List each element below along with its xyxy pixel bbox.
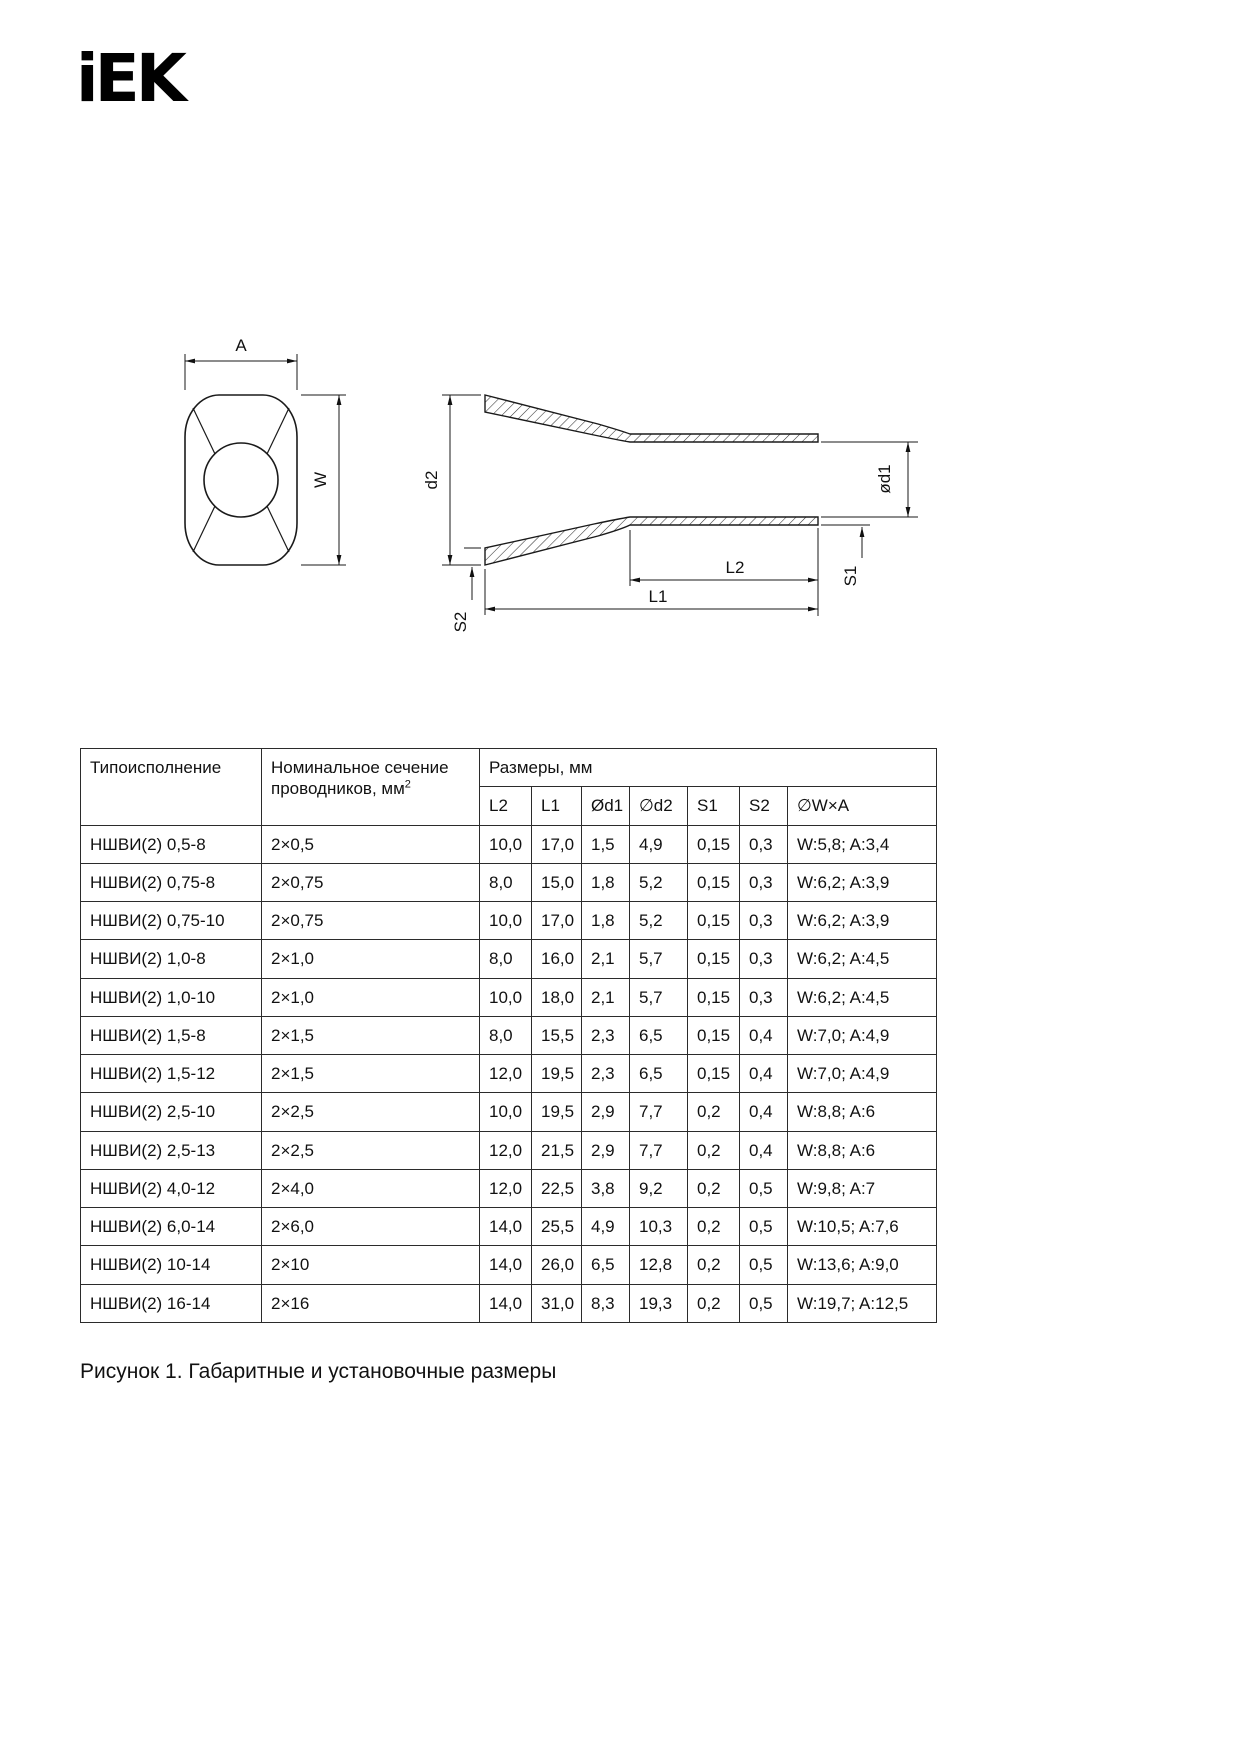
cell-s2: 0,5 bbox=[740, 1208, 788, 1246]
cell-l2: 12,0 bbox=[480, 1055, 532, 1093]
cell-wa: W:13,6; A:9,0 bbox=[788, 1246, 937, 1284]
cell-s2: 0,4 bbox=[740, 1131, 788, 1169]
cell-d2: 19,3 bbox=[630, 1284, 688, 1322]
cell-l2: 10,0 bbox=[480, 1093, 532, 1131]
front-view bbox=[185, 336, 346, 565]
cell-s2: 0,4 bbox=[740, 1016, 788, 1054]
cell-l2: 12,0 bbox=[480, 1131, 532, 1169]
table-row bbox=[81, 1131, 937, 1169]
cell-l2: 14,0 bbox=[480, 1208, 532, 1246]
cell-l1: 22,5 bbox=[532, 1169, 582, 1207]
figure-caption: Рисунок 1. Габаритные и установочные размеры bbox=[80, 1360, 557, 1383]
cell-d2: 6,5 bbox=[630, 1055, 688, 1093]
cell-wa: W:10,5; A:7,6 bbox=[788, 1208, 937, 1246]
ferrule-top-wall bbox=[485, 395, 818, 442]
dim-label-d2: d2 bbox=[422, 470, 441, 490]
cell-l2: 8,0 bbox=[480, 863, 532, 901]
cell-s1: 0,15 bbox=[688, 863, 740, 901]
cell-section: 2×2,5 bbox=[262, 1093, 480, 1131]
cell-d2: 9,2 bbox=[630, 1169, 688, 1207]
col-header-s2: S2 bbox=[740, 787, 788, 825]
table-row bbox=[81, 1169, 937, 1207]
cell-section: 2×6,0 bbox=[262, 1208, 480, 1246]
cell-type: НШВИ(2) 2,5-13 bbox=[81, 1131, 262, 1169]
cell-type: НШВИ(2) 10-14 bbox=[81, 1246, 262, 1284]
cell-section: 2×2,5 bbox=[262, 1131, 480, 1169]
cell-wa: W:6,2; A:3,9 bbox=[788, 863, 937, 901]
cell-d2: 10,3 bbox=[630, 1208, 688, 1246]
cell-s1: 0,15 bbox=[688, 902, 740, 940]
cell-d1: 1,8 bbox=[582, 863, 630, 901]
cell-s2: 0,3 bbox=[740, 978, 788, 1016]
cell-l1: 15,0 bbox=[532, 863, 582, 901]
cell-section: 2×1,0 bbox=[262, 978, 480, 1016]
cell-s2: 0,3 bbox=[740, 863, 788, 901]
cell-type: НШВИ(2) 4,0-12 bbox=[81, 1169, 262, 1207]
cell-l1: 26,0 bbox=[532, 1246, 582, 1284]
iek-logo: iEK bbox=[76, 40, 183, 117]
cell-d2: 7,7 bbox=[630, 1131, 688, 1169]
cell-l1: 17,0 bbox=[532, 902, 582, 940]
cell-l2: 8,0 bbox=[480, 1016, 532, 1054]
cell-s2: 0,4 bbox=[740, 1093, 788, 1131]
cell-s2: 0,3 bbox=[740, 825, 788, 863]
cell-s2: 0,3 bbox=[740, 940, 788, 978]
table-row bbox=[81, 978, 937, 1016]
cell-section: 2×1,5 bbox=[262, 1055, 480, 1093]
cell-type: НШВИ(2) 0,75-10 bbox=[81, 902, 262, 940]
cell-d1: 8,3 bbox=[582, 1284, 630, 1322]
cell-s1: 0,15 bbox=[688, 1016, 740, 1054]
cell-l2: 10,0 bbox=[480, 825, 532, 863]
cell-l1: 18,0 bbox=[532, 978, 582, 1016]
cell-l1: 17,0 bbox=[532, 825, 582, 863]
side-view bbox=[422, 395, 918, 632]
cell-s2: 0,5 bbox=[740, 1169, 788, 1207]
cell-s2: 0,4 bbox=[740, 1055, 788, 1093]
dim-label-l2: L2 bbox=[725, 558, 745, 577]
cell-wa: W:6,2; A:4,5 bbox=[788, 940, 937, 978]
cell-d1: 2,1 bbox=[582, 940, 630, 978]
cell-l1: 16,0 bbox=[532, 940, 582, 978]
cell-s2: 0,5 bbox=[740, 1284, 788, 1322]
cell-section: 2×0,75 bbox=[262, 863, 480, 901]
cell-d1: 2,9 bbox=[582, 1093, 630, 1131]
cell-type: НШВИ(2) 0,75-8 bbox=[81, 863, 262, 901]
cell-section: 2×4,0 bbox=[262, 1169, 480, 1207]
cell-l1: 19,5 bbox=[532, 1093, 582, 1131]
table-row bbox=[81, 1055, 937, 1093]
cell-d2: 12,8 bbox=[630, 1246, 688, 1284]
cell-d1: 1,8 bbox=[582, 902, 630, 940]
cell-type: НШВИ(2) 1,0-8 bbox=[81, 940, 262, 978]
table-row bbox=[81, 863, 937, 901]
cell-d2: 4,9 bbox=[630, 825, 688, 863]
cell-type: НШВИ(2) 2,5-10 bbox=[81, 1093, 262, 1131]
cell-l2: 10,0 bbox=[480, 978, 532, 1016]
cell-l2: 8,0 bbox=[480, 940, 532, 978]
table-row bbox=[81, 1093, 937, 1131]
cell-type: НШВИ(2) 1,5-8 bbox=[81, 1016, 262, 1054]
cell-type: НШВИ(2) 1,5-12 bbox=[81, 1055, 262, 1093]
table-row bbox=[81, 1246, 937, 1284]
dim-label-w: W bbox=[311, 471, 330, 489]
col-header-s1: S1 bbox=[688, 787, 740, 825]
col-header-d2: ∅d2 bbox=[630, 787, 688, 825]
cell-d2: 7,7 bbox=[630, 1093, 688, 1131]
cell-wa: W:19,7; A:12,5 bbox=[788, 1284, 937, 1322]
table-body bbox=[81, 825, 937, 1322]
col-header-l1: L1 bbox=[532, 787, 582, 825]
cell-d2: 6,5 bbox=[630, 1016, 688, 1054]
cell-section: 2×16 bbox=[262, 1284, 480, 1322]
cell-wa: W:8,8; A:6 bbox=[788, 1093, 937, 1131]
cell-s1: 0,15 bbox=[688, 940, 740, 978]
cell-l1: 31,0 bbox=[532, 1284, 582, 1322]
col-header-l2: L2 bbox=[480, 787, 532, 825]
cell-s1: 0,2 bbox=[688, 1208, 740, 1246]
col-header-section-sup: 2 bbox=[404, 778, 411, 791]
dim-label-a: A bbox=[235, 336, 247, 355]
cell-s1: 0,2 bbox=[688, 1284, 740, 1322]
cell-s1: 0,2 bbox=[688, 1131, 740, 1169]
col-header-section-text: Номинальное сечение проводников, мм bbox=[271, 758, 449, 799]
col-header-d1: Ød1 bbox=[582, 787, 630, 825]
cell-s1: 0,2 bbox=[688, 1093, 740, 1131]
cell-section: 2×0,5 bbox=[262, 825, 480, 863]
cell-l2: 14,0 bbox=[480, 1246, 532, 1284]
cell-section: 2×10 bbox=[262, 1246, 480, 1284]
cell-d1: 1,5 bbox=[582, 825, 630, 863]
cell-wa: W:5,8; A:3,4 bbox=[788, 825, 937, 863]
cell-l1: 19,5 bbox=[532, 1055, 582, 1093]
technical-drawing bbox=[80, 322, 960, 662]
cell-d2: 5,7 bbox=[630, 978, 688, 1016]
cell-s2: 0,5 bbox=[740, 1246, 788, 1284]
cell-d2: 5,7 bbox=[630, 940, 688, 978]
table-row bbox=[81, 1208, 937, 1246]
cell-d2: 5,2 bbox=[630, 902, 688, 940]
cell-l1: 25,5 bbox=[532, 1208, 582, 1246]
cell-s1: 0,15 bbox=[688, 825, 740, 863]
cell-s2: 0,3 bbox=[740, 902, 788, 940]
cell-section: 2×1,0 bbox=[262, 940, 480, 978]
cell-d1: 2,1 bbox=[582, 978, 630, 1016]
cell-l2: 14,0 bbox=[480, 1284, 532, 1322]
cell-type: НШВИ(2) 1,0-10 bbox=[81, 978, 262, 1016]
cell-wa: W:7,0; A:4,9 bbox=[788, 1016, 937, 1054]
cell-wa: W:6,2; A:3,9 bbox=[788, 902, 937, 940]
cell-type: НШВИ(2) 6,0-14 bbox=[81, 1208, 262, 1246]
cell-wa: W:9,8; A:7 bbox=[788, 1169, 937, 1207]
table-row bbox=[81, 1284, 937, 1322]
dim-label-s2: S2 bbox=[451, 611, 470, 633]
cell-d2: 5,2 bbox=[630, 863, 688, 901]
cell-d1: 3,8 bbox=[582, 1169, 630, 1207]
cell-wa: W:8,8; A:6 bbox=[788, 1131, 937, 1169]
cell-d1: 4,9 bbox=[582, 1208, 630, 1246]
dimensions-table bbox=[80, 748, 937, 1323]
table-row bbox=[81, 825, 937, 863]
dim-label-d1: ød1 bbox=[875, 464, 894, 494]
cell-d1: 2,3 bbox=[582, 1016, 630, 1054]
cell-s1: 0,2 bbox=[688, 1246, 740, 1284]
cell-section: 2×0,75 bbox=[262, 902, 480, 940]
cell-l1: 21,5 bbox=[532, 1131, 582, 1169]
col-header-wxa: ∅W×A bbox=[788, 787, 937, 825]
cell-l1: 15,5 bbox=[532, 1016, 582, 1054]
cell-d1: 2,9 bbox=[582, 1131, 630, 1169]
cell-type: НШВИ(2) 0,5-8 bbox=[81, 825, 262, 863]
dim-label-l1: L1 bbox=[648, 587, 668, 606]
col-header-type: Типоисполнение bbox=[81, 749, 262, 826]
cell-d1: 6,5 bbox=[582, 1246, 630, 1284]
col-header-section bbox=[262, 749, 480, 826]
cell-section: 2×1,5 bbox=[262, 1016, 480, 1054]
cell-wa: W:7,0; A:4,9 bbox=[788, 1055, 937, 1093]
cell-l2: 10,0 bbox=[480, 902, 532, 940]
table-header-row-1 bbox=[81, 749, 937, 787]
cell-wa: W:6,2; A:4,5 bbox=[788, 978, 937, 1016]
table-row bbox=[81, 1016, 937, 1054]
cell-l2: 12,0 bbox=[480, 1169, 532, 1207]
cell-d1: 2,3 bbox=[582, 1055, 630, 1093]
cell-type: НШВИ(2) 16-14 bbox=[81, 1284, 262, 1322]
dim-label-s1: S1 bbox=[841, 565, 860, 587]
table-row bbox=[81, 902, 937, 940]
cell-s1: 0,2 bbox=[688, 1169, 740, 1207]
col-header-dimensions: Размеры, мм bbox=[480, 749, 937, 787]
cell-s1: 0,15 bbox=[688, 1055, 740, 1093]
ferrule-bottom-wall bbox=[485, 517, 818, 565]
cell-s1: 0,15 bbox=[688, 978, 740, 1016]
table-row bbox=[81, 940, 937, 978]
